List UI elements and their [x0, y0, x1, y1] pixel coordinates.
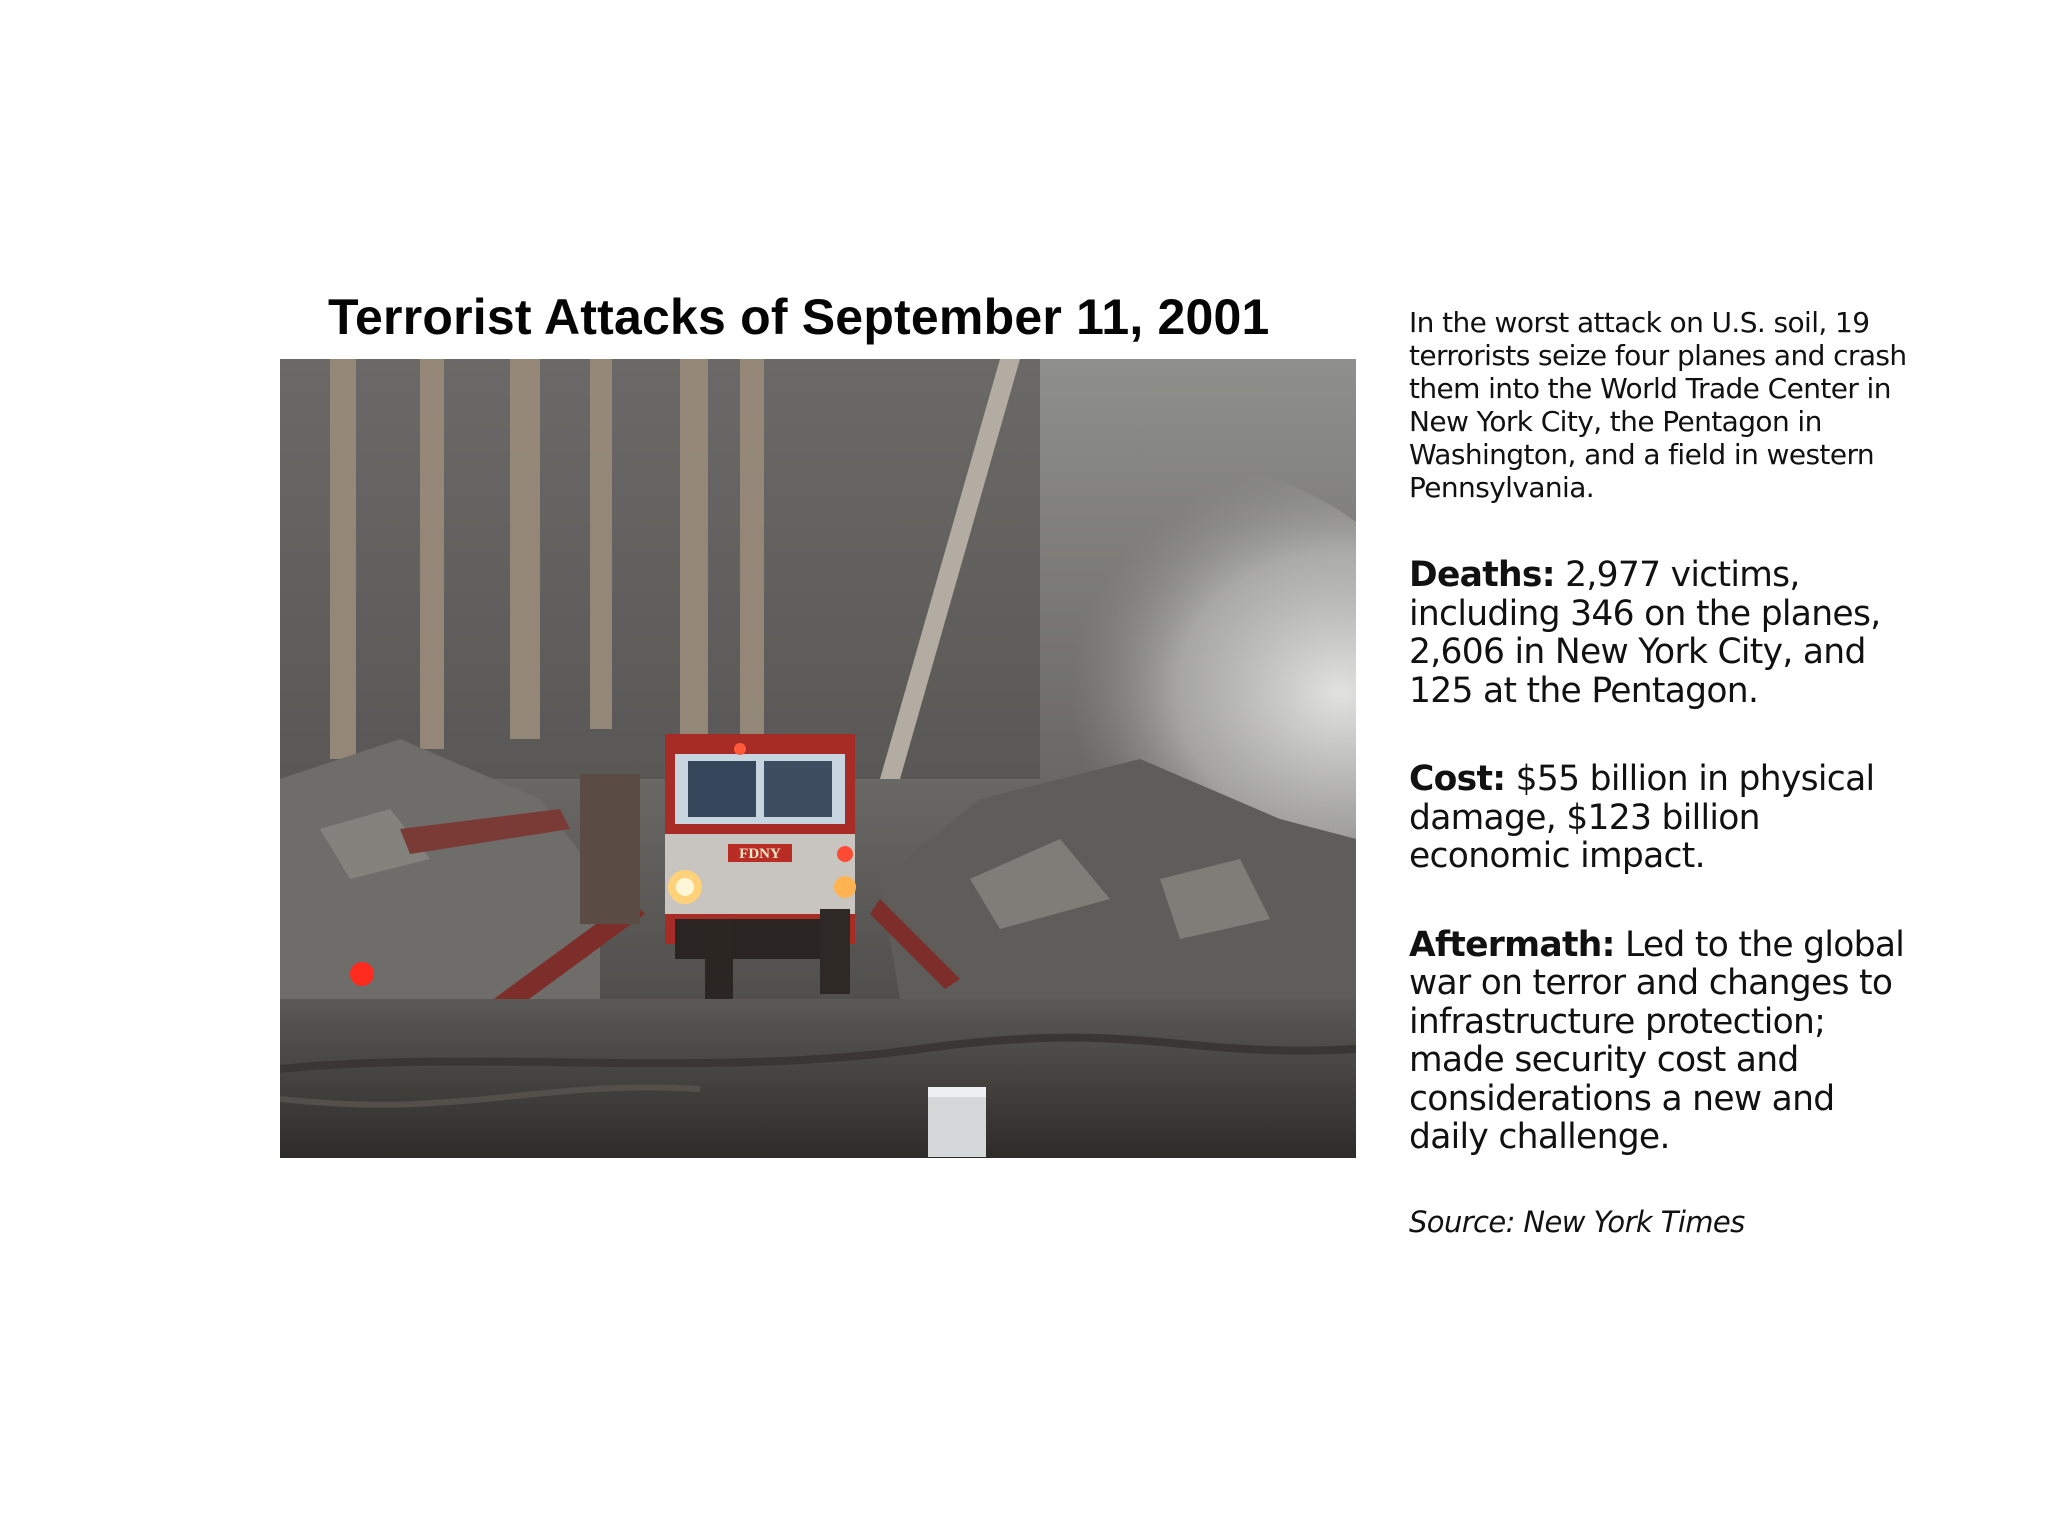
debris-photo: [280, 359, 1356, 1158]
cost-label: Cost:: [1409, 759, 1506, 799]
aftermath-label: Aftermath:: [1409, 924, 1615, 965]
intro-paragraph: In the worst attack on U.S. soil, 19 terrorists seize four planes and crash them into the World Trade Center in New York City, the Pentagon in Washington, and a field in western Pennsylvania.: [1409, 306, 1907, 504]
source-citation: Source: New York Times: [1409, 1204, 1745, 1239]
aftermath-fact: [1409, 926, 1909, 1157]
deaths-body: 2,977 victims, including 346 on the planes, 2,606 in New York City, and 125 at the Pentagon.: [1409, 555, 1881, 711]
cost-body: $55 billion in physical damage, $123 billion economic impact.: [1409, 759, 1875, 876]
debris-photo-illustration: [280, 359, 1356, 1158]
deaths-label: Deaths:: [1409, 555, 1555, 595]
text-column: [1409, 306, 1909, 1239]
slide-title: Terrorist Attacks of September 11, 2001: [328, 289, 1270, 345]
truck-label: FDNY: [739, 846, 781, 862]
cost-fact: [1409, 760, 1909, 876]
deaths-fact: [1409, 556, 1909, 710]
aftermath-body: Led to the global war on terror and changes to infrastructure protection; made security cost and considerations a new and daily challenge.: [1409, 924, 1905, 1157]
